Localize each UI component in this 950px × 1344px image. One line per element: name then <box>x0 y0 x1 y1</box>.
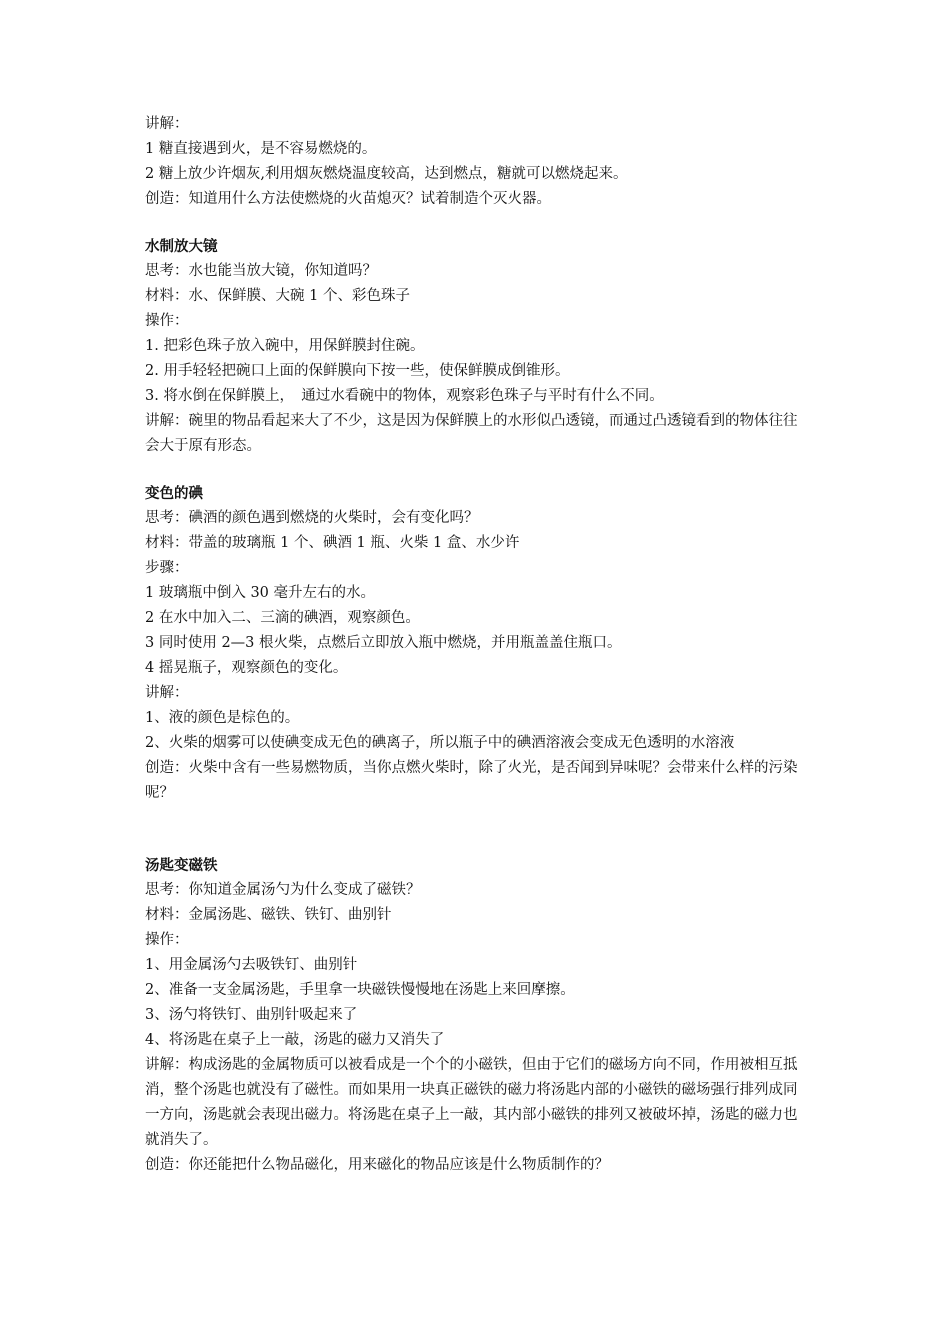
paragraph-line: 1、用金属汤勺去吸铁钉、曲别针 <box>145 957 358 973</box>
paragraph-line: 步骤： <box>145 560 189 576</box>
paragraph-line: 创造：你还能把什么物品磁化，用来磁化的物品应该是什么物质制作的？ <box>145 1157 609 1173</box>
paragraph-line: 材料：金属汤匙、磁铁、铁钉、曲别针 <box>145 907 392 923</box>
paragraph-line: 思考：水也能当放大镜，你知道吗？ <box>145 263 377 279</box>
paragraph-line: 讲解： <box>145 116 189 132</box>
paragraph-line: 1 玻璃瓶中倒入 30 毫升左右的水。 <box>145 585 376 601</box>
paragraph-line: 讲解： <box>145 685 189 701</box>
section-title: 水制放大镜 <box>145 238 218 255</box>
document-page <box>145 112 810 1178</box>
paragraph-line: 4、将汤匙在桌子上一敲，汤匙的磁力又消失了 <box>145 1032 445 1048</box>
paragraph-line: 讲解：构成汤匙的金属物质可以被看成是一个个的小磁铁，但由于它们的磁场方向不同，作用被相互抵消，整个汤匙也就没有了磁性。而如果用一块真正磁铁的磁力将汤匙内部的小磁铁的磁场强行排列成同一方向，汤匙就会表现出磁力。将汤匙在桌子上一敲，其内部小磁铁的排列又被破坏掉，汤匙的磁力也就消失了。 <box>145 1057 798 1148</box>
paragraph-line: 3 同时使用 2—3 根火柴，点燃后立即放入瓶中燃烧，并用瓶盖盖住瓶口。 <box>145 635 622 651</box>
paragraph-line: 操作： <box>145 313 189 329</box>
paragraph-line: 1. 把彩色珠子放入碗中，用保鲜膜封住碗。 <box>145 338 425 354</box>
paragraph-line: 材料：带盖的玻璃瓶 1 个、碘酒 1 瓶、火柴 1 盒、水少许 <box>145 535 520 551</box>
section-title: 汤匙变磁铁 <box>145 857 218 874</box>
paragraph-line: 1 糖直接遇到火，是不容易燃烧的。 <box>145 141 377 157</box>
paragraph-line: 2、火柴的烟雾可以使碘变成无色的碘离子，所以瓶子中的碘酒溶液会变成无色透明的水溶液 <box>145 735 735 751</box>
intro-block <box>145 112 810 212</box>
paragraph-line: 2. 用手轻轻把碗口上面的保鲜膜向下按一些，使保鲜膜成倒锥形。 <box>145 363 570 379</box>
paragraph-line: 创造：知道用什么方法使燃烧的火苗熄灭？试着制造个灭火器。 <box>145 191 551 207</box>
paragraph-line: 2 在水中加入二、三滴的碘酒，观察颜色。 <box>145 610 420 626</box>
section-iodine-color <box>145 481 810 806</box>
paragraph-line: 3. 将水倒在保鲜膜上， 通过水看碗中的物体，观察彩色珠子与平时有什么不同。 <box>145 388 664 404</box>
paragraph-line: 创造：火柴中含有一些易燃物质，当你点燃火柴时，除了火光，是否闻到异味呢？会带来什么样的污染呢？ <box>145 760 798 801</box>
paragraph-line: 思考：你知道金属汤勺为什么变成了磁铁？ <box>145 882 421 898</box>
paragraph-line: 1、液的颜色是棕色的。 <box>145 710 300 726</box>
paragraph-line: 2、准备一支金属汤匙，手里拿一块磁铁慢慢地在汤匙上来回摩擦。 <box>145 982 575 998</box>
paragraph-line: 材料：水、保鲜膜、大碗 1 个、彩色珠子 <box>145 288 410 304</box>
paragraph-line: 3、汤勺将铁钉、曲别针吸起来了 <box>145 1007 358 1023</box>
paragraph-line: 2 糖上放少许烟灰,利用烟灰燃烧温度较高，达到燃点，糖就可以燃烧起来。 <box>145 166 628 182</box>
section-title: 变色的碘 <box>145 485 203 502</box>
paragraph-line: 操作： <box>145 932 189 948</box>
paragraph-line: 4 摇晃瓶子，观察颜色的变化。 <box>145 660 348 676</box>
section-spoon-magnet <box>145 853 810 1178</box>
section-water-magnifier <box>145 234 810 459</box>
paragraph-line: 思考：碘酒的颜色遇到燃烧的火柴时，会有变化吗？ <box>145 510 479 526</box>
paragraph-line: 讲解：碗里的物品看起来大了不少，这是因为保鲜膜上的水形似凸透镜，而通过凸透镜看到的物体往往会大于原有形态。 <box>145 413 798 454</box>
